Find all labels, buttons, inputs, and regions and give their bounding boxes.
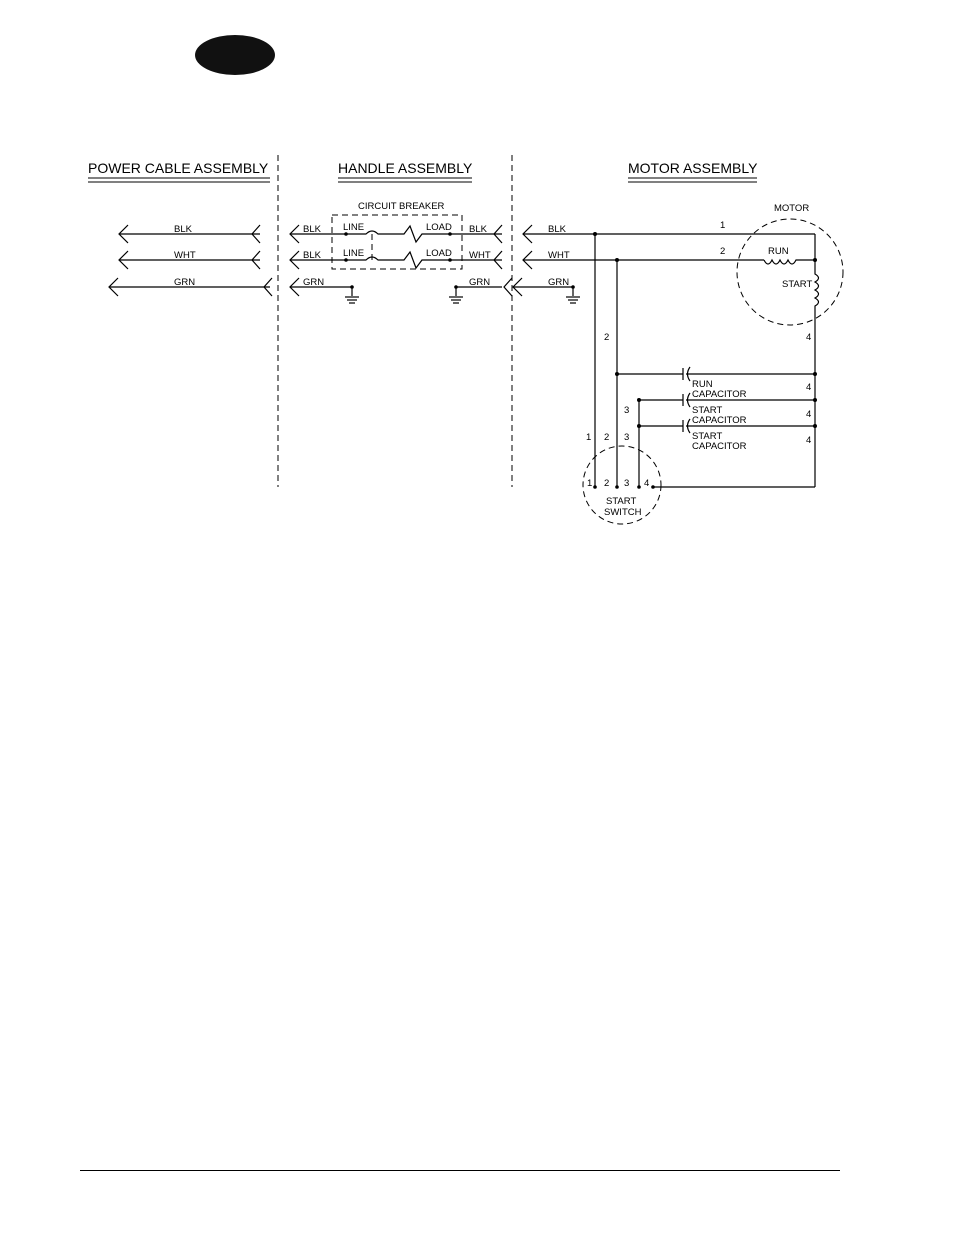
wire-number-2-top: 2 <box>720 246 726 257</box>
power-cable-heading: POWER CABLE ASSEMBLY <box>88 160 269 176</box>
wire-label-3-a: 3 <box>624 405 630 416</box>
start-switch-label-2: SWITCH <box>604 507 642 518</box>
motor-label: MOTOR <box>774 203 810 214</box>
wire-number-2-vertical: 2 <box>604 332 610 343</box>
handle-in-wire-1: BLK <box>303 224 321 235</box>
breaker-line-2: LINE <box>343 248 365 259</box>
switch-wire-label-2: 2 <box>604 432 610 443</box>
run-capacitor-line2: CAPACITOR <box>692 389 747 400</box>
start-capacitor-2-line2: CAPACITOR <box>692 441 747 452</box>
run-winding-label: RUN <box>768 246 789 257</box>
start-winding-label: START <box>782 279 813 290</box>
start-capacitor-2-line1: START <box>692 431 723 442</box>
power-wire-grn: GRN <box>174 277 196 288</box>
right-number-4-c: 4 <box>806 409 812 420</box>
motor-wire-wht: WHT <box>548 250 570 261</box>
motor-assembly-heading: MOTOR ASSEMBLY <box>628 160 758 176</box>
right-number-4-b: 4 <box>806 382 812 393</box>
start-capacitor-1-line1: START <box>692 405 723 416</box>
circuit-breaker-title: CIRCUIT BREAKER <box>358 201 445 212</box>
motor-wire-blk: BLK <box>548 224 566 235</box>
handle-out-wire-1: BLK <box>469 224 487 235</box>
handle-out-wire-2: WHT <box>469 250 491 261</box>
handle-in-wire-3: GRN <box>303 277 325 288</box>
switch-terminal-2: 2 <box>604 478 610 489</box>
power-wire-blk: BLK <box>174 224 192 235</box>
power-wire-wht: WHT <box>174 250 196 261</box>
right-number-4-d: 4 <box>806 435 812 446</box>
start-switch-label-1: START <box>606 496 637 507</box>
breaker-line-1: LINE <box>343 222 365 233</box>
footer-rule <box>80 1170 840 1171</box>
switch-terminal-4: 4 <box>644 478 650 489</box>
breaker-load-1: LOAD <box>426 222 452 233</box>
switch-terminal-1: 1 <box>587 478 593 489</box>
run-capacitor-line1: RUN <box>692 379 713 390</box>
handle-heading: HANDLE ASSEMBLY <box>338 160 473 176</box>
wire-number-1-top: 1 <box>720 220 726 231</box>
breaker-load-2: LOAD <box>426 248 452 259</box>
switch-wire-label-1: 1 <box>586 432 592 443</box>
motor-housing <box>737 219 843 325</box>
wire-label-3-b: 3 <box>624 432 630 443</box>
handle-out-wire-3: GRN <box>469 277 491 288</box>
start-capacitor-1-line2: CAPACITOR <box>692 415 747 426</box>
handle-in-wire-2: BLK <box>303 250 321 261</box>
switch-terminal-3: 3 <box>624 478 630 489</box>
motor-wire-grn: GRN <box>548 277 570 288</box>
right-number-4-a: 4 <box>806 332 812 343</box>
